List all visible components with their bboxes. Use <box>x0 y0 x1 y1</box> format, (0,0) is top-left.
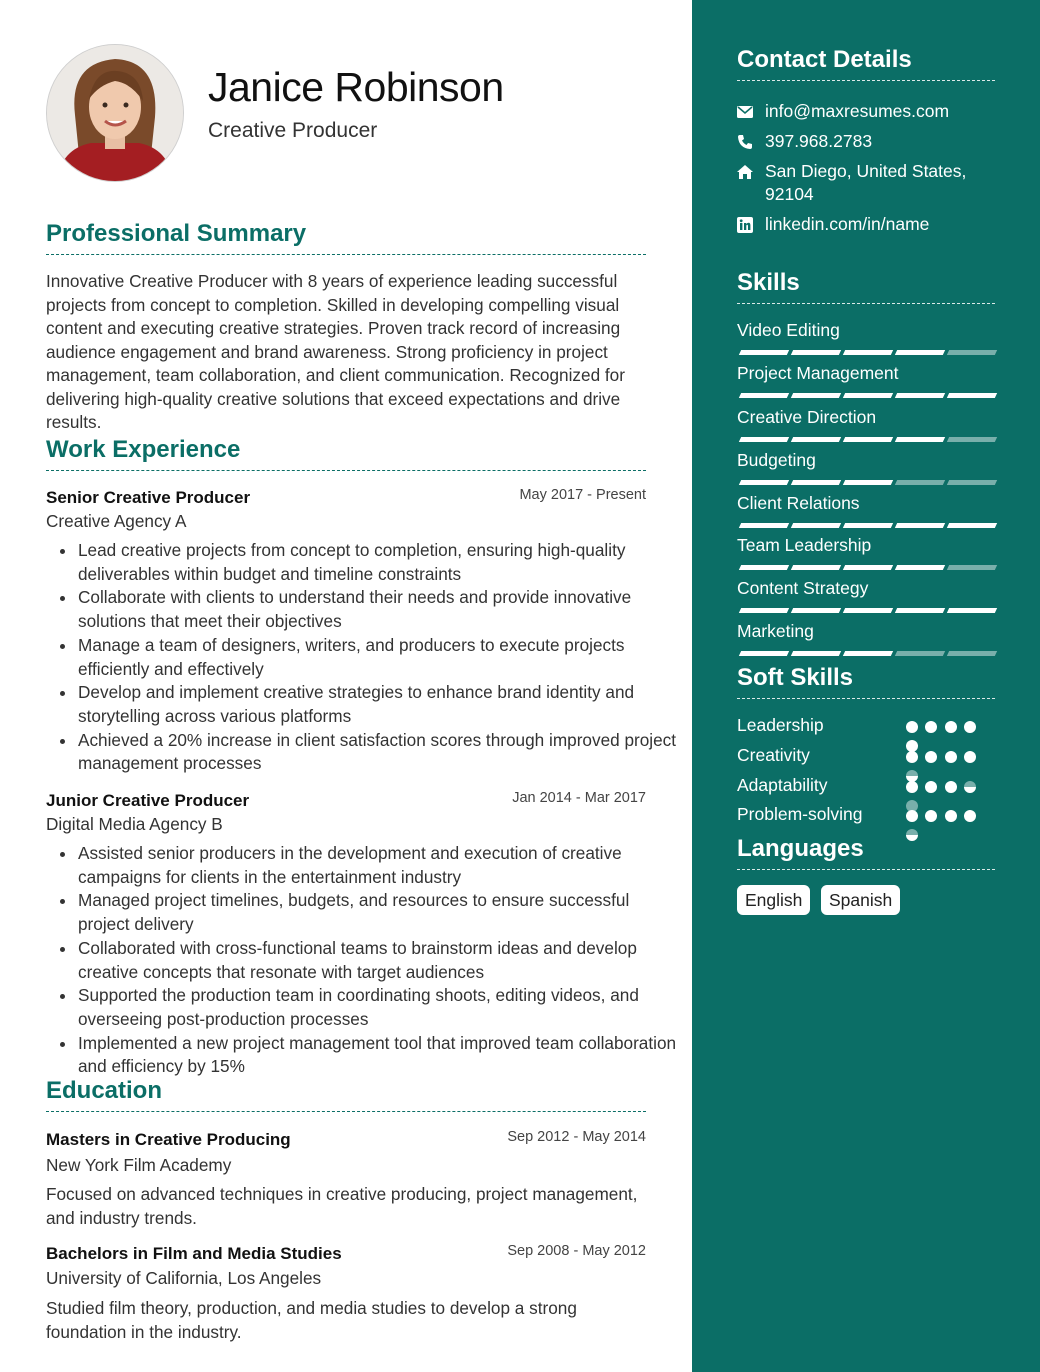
school-name: University of California, Los Angeles <box>46 1268 322 1288</box>
avatar <box>46 44 184 182</box>
list-item: Assisted senior producers in the development and execution of creative campaigns for clients in the entertainment industry <box>78 842 678 889</box>
job-date: May 2017 - Present <box>519 487 646 503</box>
degree-title: Bachelors in Film and Media Studies <box>46 1244 342 1263</box>
rating-dot <box>964 781 976 793</box>
skill-bar-segment <box>947 523 997 528</box>
list-item: Collaborate with clients to understand their needs and provide innovative solutions that meet their objectives <box>78 586 678 633</box>
list-item: Achieved a 20% increase in client satisfaction scores through improved project management processes <box>78 729 678 776</box>
rating-dot <box>906 810 918 822</box>
degree-date: Sep 2008 - May 2012 <box>507 1243 646 1259</box>
skill-bar-segment <box>791 651 841 656</box>
contact-email[interactable] <box>737 100 997 123</box>
skill-item <box>737 450 995 471</box>
candidate-role: Creative Producer <box>208 119 378 142</box>
linkedin-text: linkedin.com/in/name <box>765 214 930 234</box>
degree-description: Focused on advanced techniques in creative producing, project management, and industry trends. <box>46 1184 638 1228</box>
list-item: Manage a team of designers, writers, and producers to execute projects efficiently and effectively <box>78 634 678 681</box>
summary-text: Innovative Creative Producer with 8 years of experience leading successful projects from concept to completion. Skilled in developing compelling visual content and executing creative strategies. Proven track record of increasing audience engagement and brand awareness. Strong proficiency in project management, team collaboration, and client communication. Recognized for delivering high-quality creative solutions that exceed expectations and drive results. <box>46 271 625 432</box>
profile-photo <box>47 45 183 181</box>
skill-bar-segment <box>895 608 945 613</box>
skill-item <box>737 535 995 556</box>
skill-level <box>737 565 995 571</box>
skill-bar-segment <box>739 350 789 355</box>
job-title: Junior Creative Producer <box>46 791 250 810</box>
degree-date: Sep 2012 - May 2014 <box>507 1129 646 1145</box>
soft-skill-label: Adaptability <box>737 775 828 795</box>
skill-bar-segment <box>947 565 997 570</box>
skill-bar-segment <box>843 437 893 442</box>
skill-level <box>737 393 995 399</box>
contact-heading: Contact Details <box>737 46 995 81</box>
address-text: San Diego, United States, 92104 <box>765 161 967 204</box>
rating-dot <box>906 721 918 733</box>
skill-bar-segment <box>843 651 893 656</box>
skill-level <box>737 608 995 614</box>
skill-bar-segment <box>791 523 841 528</box>
skill-bar-segment <box>791 393 841 398</box>
skill-bar-segment <box>739 651 789 656</box>
soft-skill-item <box>737 804 995 834</box>
skill-bar-segment <box>739 608 789 613</box>
skill-bar-segment <box>895 565 945 570</box>
education-heading: Education <box>46 1077 646 1112</box>
skill-bar-segment <box>895 480 945 485</box>
skill-bar-segment <box>791 350 841 355</box>
soft-skill-label: Creativity <box>737 745 810 765</box>
skill-label: Content Strategy <box>737 578 869 598</box>
skill-bar-segment <box>843 480 893 485</box>
rating-dot <box>925 781 937 793</box>
experience-heading: Work Experience <box>46 436 646 471</box>
rating-dot <box>925 751 937 763</box>
skill-item <box>737 407 995 428</box>
skill-label: Project Management <box>737 363 899 383</box>
rating-dot <box>925 810 937 822</box>
rating-dot <box>964 721 976 733</box>
job-bullets <box>46 842 678 1079</box>
skill-bar-segment <box>843 608 893 613</box>
skill-bar-segment <box>843 393 893 398</box>
skill-bar-segment <box>947 480 997 485</box>
job-date: Jan 2014 - Mar 2017 <box>512 790 646 806</box>
skill-bar-segment <box>947 651 997 656</box>
job-company: Digital Media Agency B <box>46 814 223 834</box>
skill-label: Team Leadership <box>737 535 872 555</box>
skill-bar-segment <box>739 565 789 570</box>
skill-level <box>737 651 995 657</box>
skill-item <box>737 493 995 514</box>
skill-bar-segment <box>791 480 841 485</box>
rating-dot <box>945 751 957 763</box>
soft-skill-item <box>737 745 995 775</box>
school-name: New York Film Academy <box>46 1155 232 1175</box>
skill-item <box>737 578 995 599</box>
skill-bar-segment <box>895 350 945 355</box>
language-tag: English <box>737 885 810 915</box>
skill-item <box>737 320 995 341</box>
linkedin-icon <box>737 217 753 233</box>
email-text: info@maxresumes.com <box>765 101 950 121</box>
list-item: Develop and implement creative strategies to enhance brand identity and storytelling across various platforms <box>78 681 678 728</box>
list-item: Collaborated with cross-functional teams to brainstorm ideas and develop creative concepts that resonate with target audiences <box>78 937 678 984</box>
rating-dot <box>925 721 937 733</box>
rating-dot <box>945 810 957 822</box>
degree-title: Masters in Creative Producing <box>46 1130 291 1149</box>
skill-bar-segment <box>791 565 841 570</box>
sidebar <box>692 0 1040 1372</box>
skill-label: Video Editing <box>737 320 840 340</box>
list-item: Supported the production team in coordinating shoots, editing videos, and overseeing post-production processes <box>78 984 678 1031</box>
skill-bar-segment <box>843 350 893 355</box>
skill-label: Budgeting <box>737 450 816 470</box>
job-title: Senior Creative Producer <box>46 488 251 507</box>
soft-skill-item <box>737 775 995 805</box>
rating-dot <box>945 721 957 733</box>
skill-bar-segment <box>947 437 997 442</box>
rating-dot <box>906 781 918 793</box>
skill-bar-segment <box>739 393 789 398</box>
skill-item <box>737 363 995 384</box>
skill-bar-segment <box>843 565 893 570</box>
contact-phone[interactable] <box>737 130 997 153</box>
list-item: Implemented a new project management tool that improved team collaboration and efficiency by 15% <box>78 1032 678 1079</box>
skill-bar-segment <box>895 523 945 528</box>
job-company: Creative Agency A <box>46 511 187 531</box>
home-icon <box>737 164 753 180</box>
skill-bar-segment <box>947 350 997 355</box>
skills-heading: Skills <box>737 269 995 304</box>
summary-heading: Professional Summary <box>46 220 646 255</box>
skill-bar-segment <box>791 437 841 442</box>
skill-label: Marketing <box>737 621 814 641</box>
skill-bar-segment <box>895 437 945 442</box>
contact-linkedin[interactable] <box>737 213 997 236</box>
skill-bar-segment <box>947 608 997 613</box>
envelope-icon <box>737 104 753 120</box>
skill-level <box>737 523 995 529</box>
language-tag: Spanish <box>821 885 900 915</box>
rating-dot <box>945 781 957 793</box>
soft-skill-label: Problem-solving <box>737 804 863 824</box>
job-bullets <box>46 539 678 776</box>
soft-skills-heading: Soft Skills <box>737 664 995 699</box>
rating-dot <box>906 751 918 763</box>
skill-level <box>737 350 995 356</box>
list-item: Managed project timelines, budgets, and resources to ensure successful project delivery <box>78 889 678 936</box>
skill-bar-segment <box>895 393 945 398</box>
skill-bar-segment <box>947 393 997 398</box>
skill-label: Creative Direction <box>737 407 877 427</box>
soft-skill-label: Leadership <box>737 715 824 735</box>
skill-bar-segment <box>895 651 945 656</box>
skill-level <box>737 437 995 443</box>
skill-bar-segment <box>739 437 789 442</box>
degree-description: Studied film theory, production, and media studies to develop a strong foundation in the industry. <box>46 1298 577 1342</box>
rating-dot <box>964 751 976 763</box>
candidate-name: Janice Robinson <box>208 64 504 110</box>
languages-heading: Languages <box>737 835 995 870</box>
skill-item <box>737 621 995 642</box>
skill-bar-segment <box>739 523 789 528</box>
skill-bar-segment <box>843 523 893 528</box>
phone-text: 397.968.2783 <box>765 131 873 151</box>
phone-icon <box>737 134 753 150</box>
skill-level <box>737 480 995 486</box>
skill-bar-segment <box>739 480 789 485</box>
skill-bar-segment <box>791 608 841 613</box>
soft-skill-item <box>737 715 995 745</box>
rating-dot <box>964 810 976 822</box>
list-item: Lead creative projects from concept to completion, ensuring high-quality deliverables within budget and timeline constraints <box>78 539 678 586</box>
skill-label: Client Relations <box>737 493 860 513</box>
contact-address <box>737 160 997 206</box>
